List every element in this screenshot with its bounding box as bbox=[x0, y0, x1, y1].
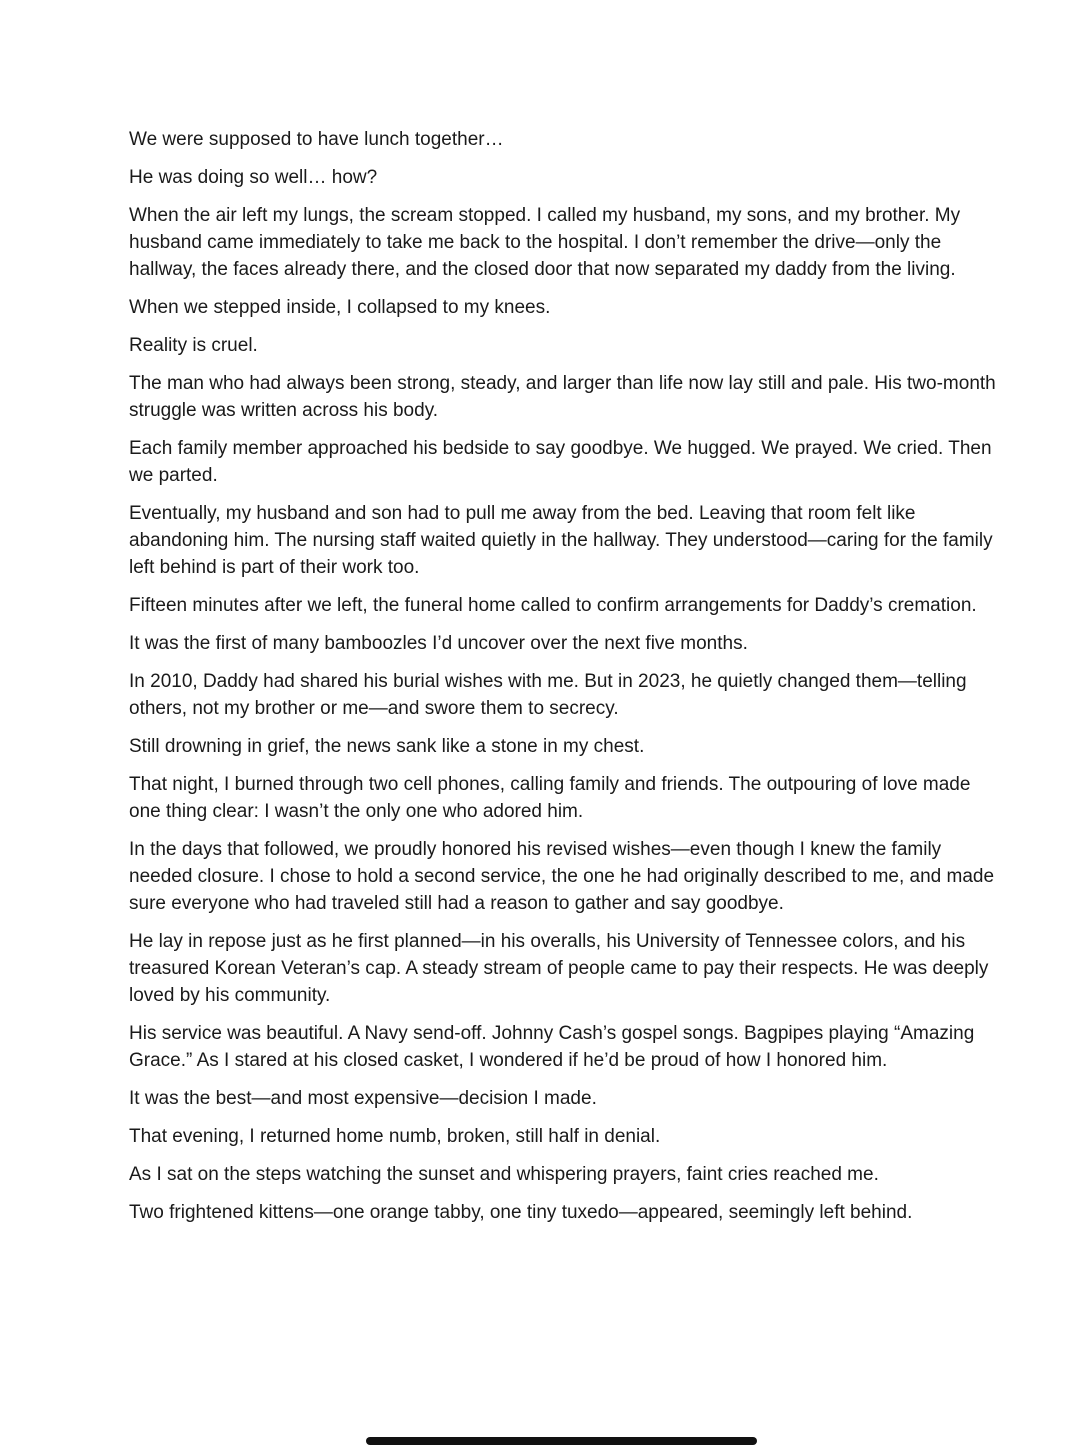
paragraph: The man who had always been strong, steady, and larger than life now lay still and pale. His two-month struggle was written across his body. bbox=[129, 373, 996, 421]
paragraph: It was the first of many bamboozles I’d uncover over the next five months. bbox=[129, 633, 748, 654]
paragraph: When we stepped inside, I collapsed to my knees. bbox=[129, 297, 551, 318]
document-body bbox=[129, 126, 999, 1237]
paragraph: He lay in repose just as he first planned—in his overalls, his University of Tennessee colors, and his treasured Korean Veteran’s cap. A steady stream of people came to pay their respects. He was deeply loved by his community. bbox=[129, 931, 989, 1006]
paragraph: Fifteen minutes after we left, the funeral home called to confirm arrangements for Daddy’s cremation. bbox=[129, 595, 977, 616]
paragraph: His service was beautiful. A Navy send-off. Johnny Cash’s gospel songs. Bagpipes playing “Amazing Grace.” As I stared at his closed casket, I wondered if he’d be proud of how I honored him. bbox=[129, 1023, 975, 1071]
paragraph: Eventually, my husband and son had to pull me away from the bed. Leaving that room felt like abandoning him. The nursing staff waited quietly in the hallway. They understood—caring for the family left behind is part of their work too. bbox=[129, 503, 993, 578]
paragraph: He was doing so well… how? bbox=[129, 167, 378, 188]
paragraph: Each family member approached his bedside to say goodbye. We hugged. We prayed. We cried. Then we parted. bbox=[129, 438, 992, 486]
paragraph: Two frightened kittens—one orange tabby, one tiny tuxedo—appeared, seemingly left behind. bbox=[129, 1202, 913, 1223]
paragraph: It was the best—and most expensive—decision I made. bbox=[129, 1088, 597, 1109]
paragraph: In the days that followed, we proudly honored his revised wishes—even though I knew the family needed closure. I chose to hold a second service, the one he had originally described to me, and made sure everyone who had traveled still had a reason to gather and say goodbye. bbox=[129, 839, 995, 914]
paragraph: That evening, I returned home numb, broken, still half in denial. bbox=[129, 1126, 661, 1147]
paragraph: Still drowning in grief, the news sank like a stone in my chest. bbox=[129, 736, 645, 757]
paragraph: Reality is cruel. bbox=[129, 335, 258, 356]
paragraph: That night, I burned through two cell phones, calling family and friends. The outpouring of love made one thing clear: I wasn’t the only one who adored him. bbox=[129, 774, 971, 822]
paragraph: When the air left my lungs, the scream stopped. I called my husband, my sons, and my brother. My husband came immediately to take me back to the hospital. I don’t remember the drive—only the hallway, the faces already there, and the closed door that now separated my daddy from the living. bbox=[129, 205, 961, 280]
paragraph: As I sat on the steps watching the sunset and whispering prayers, faint cries reached me. bbox=[129, 1164, 879, 1185]
paragraph: We were supposed to have lunch together… bbox=[129, 129, 504, 150]
paragraph: In 2010, Daddy had shared his burial wishes with me. But in 2023, he quietly changed them—telling others, not my brother or me—and swore them to secrecy. bbox=[129, 671, 967, 719]
